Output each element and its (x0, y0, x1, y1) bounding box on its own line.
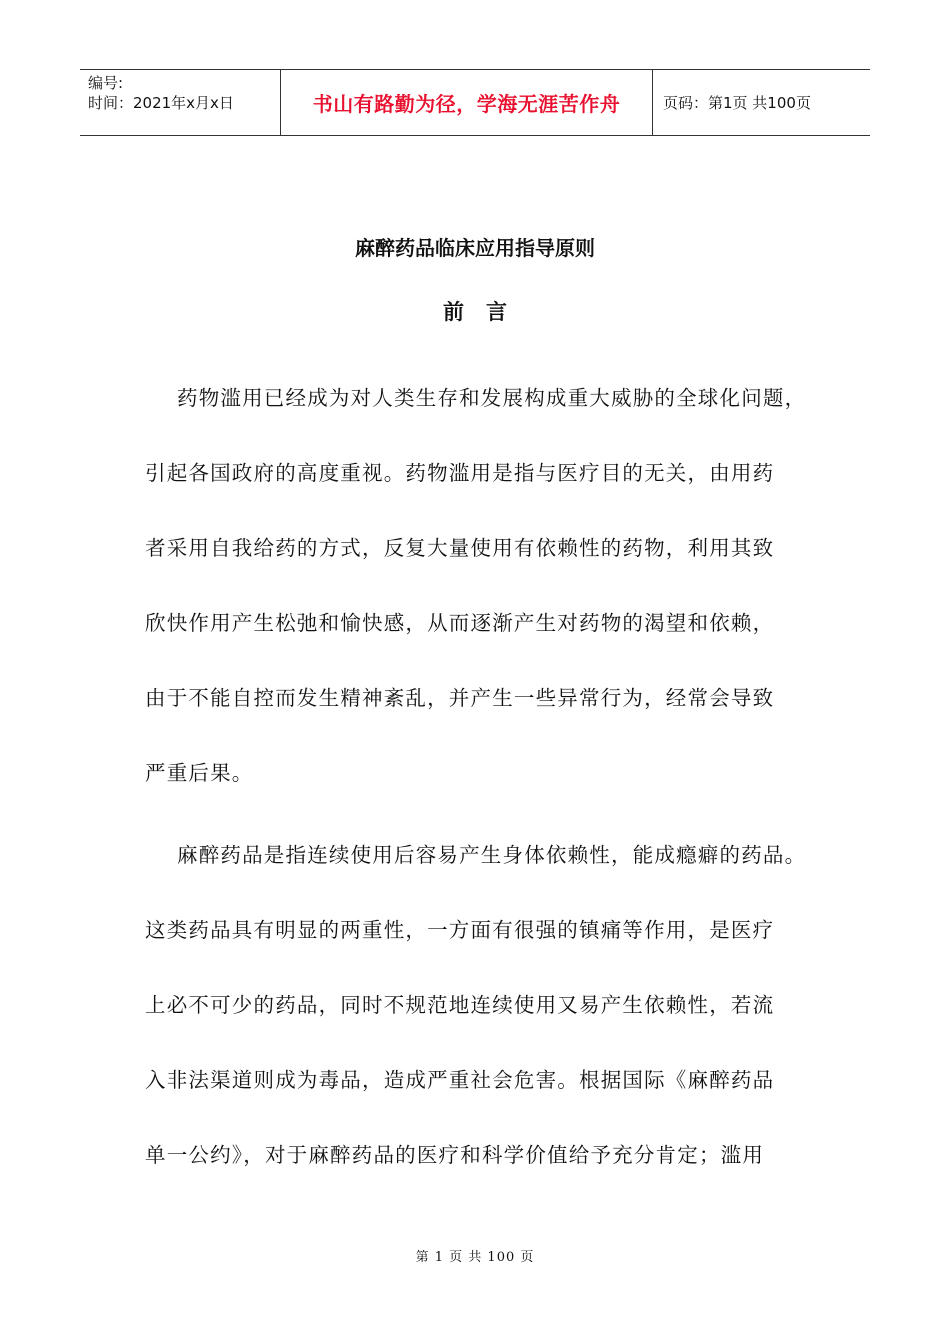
paragraph-line: 者采用自我给药的方式，反复大量使用有依赖性的药物，利用其致 (145, 536, 775, 560)
paragraph-line: 欣快作用产生松弛和愉快感，从而逐渐产生对药物的渴望和依赖， (145, 611, 775, 635)
section-title: 前言 (443, 300, 529, 324)
header-meta (80, 70, 280, 135)
paragraph-line: 入非法渠道则成为毒品，造成严重社会危害。根据国际《麻醉药品 (145, 1068, 775, 1092)
paragraph-line: 上必不可少的药品，同时不规范地连续使用又易产生依赖性，若流 (145, 993, 775, 1017)
header-motto: 书山有路勤为径，学海无涯苦作舟 (280, 70, 653, 135)
paragraph-line: 严重后果。 (145, 761, 254, 785)
paragraph-line: 这类药品具有明显的两重性，一方面有很强的镇痛等作用，是医疗 (145, 918, 775, 942)
paragraph-line: 单一公约》，对于麻醉药品的医疗和科学价值给予充分肯定；滥用 (145, 1143, 765, 1167)
paragraph-line: 药物滥用已经成为对人类生存和发展构成重大威胁的全球化问题， (177, 386, 807, 410)
document-number-label: 编号: (88, 74, 124, 92)
paragraph-line: 由于不能自控而发生精神紊乱，并产生一些异常行为，经常会导致 (145, 686, 775, 710)
document-header (80, 69, 870, 136)
header-page-info: 页码：第1页 共100页 (663, 94, 811, 112)
paragraph-line: 引起各国政府的高度重视。药物滥用是指与医疗目的无关，由用药 (145, 461, 775, 485)
page-footer: 第 1 页 共 100 页 (415, 1250, 535, 1265)
paragraph-line: 麻醉药品是指连续使用后容易产生身体依赖性，能成瘾癖的药品。 (177, 843, 807, 867)
document-time-label: 时间：2021年x月x日 (88, 94, 234, 112)
document-title: 麻醉药品临床应用指导原则 (355, 236, 595, 260)
